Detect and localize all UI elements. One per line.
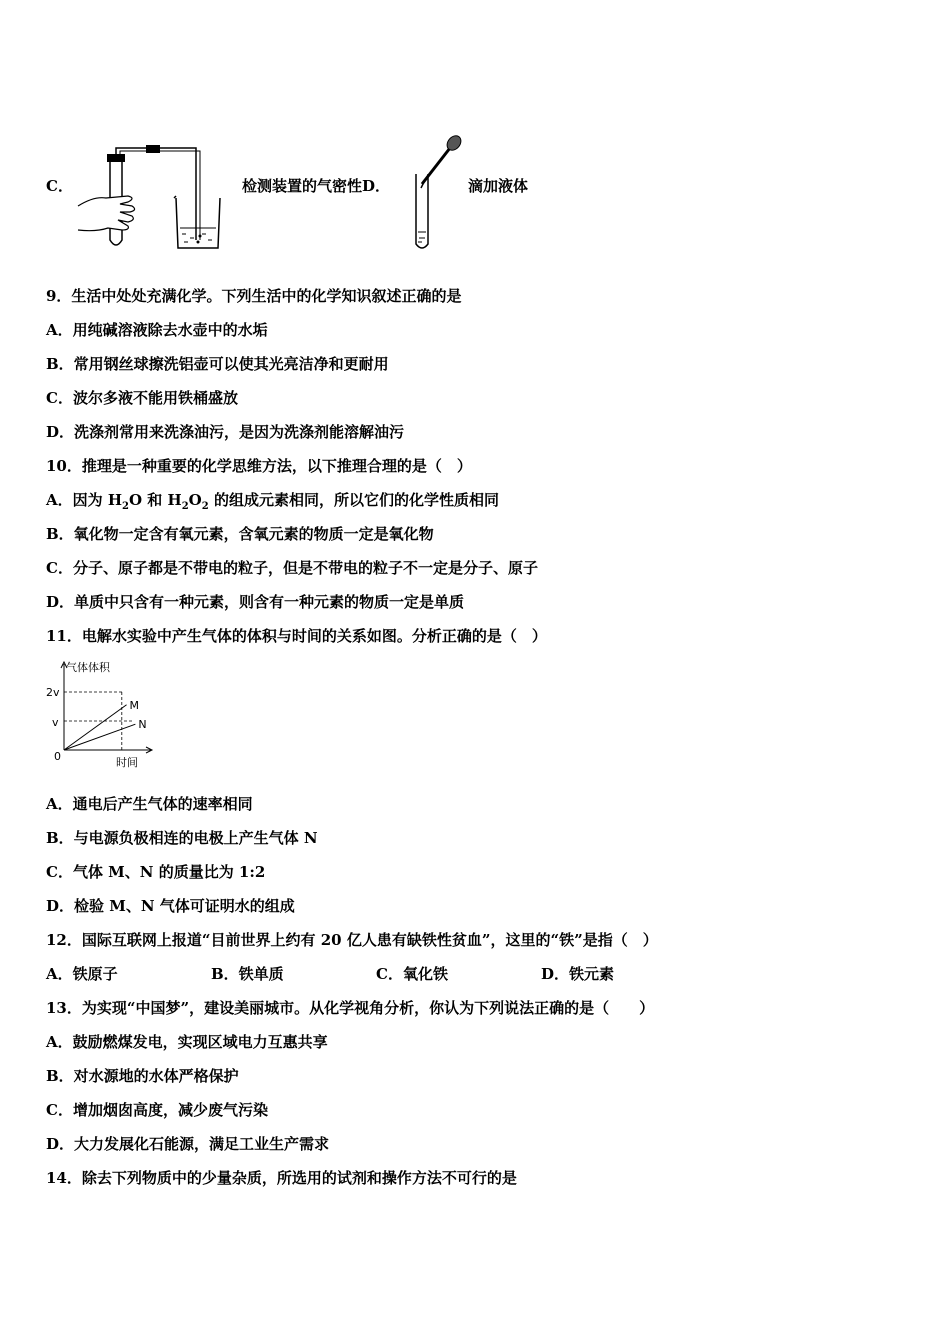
q9-stem: 9．生活中处处充满化学。下列生活中的化学知识叙述正确的是 <box>46 287 462 305</box>
q14-stem: 14．除去下列物质中的少量杂质，所选用的试剂和操作方法不可行的是 <box>46 1169 517 1187</box>
q12-stem: 12．国际互联网上报道“目前世界上约有 20 亿人患有缺铁性贫血”，这里的“铁”是指（ ） <box>46 931 658 949</box>
q10-a-part3: O <box>188 491 202 509</box>
q10-a-sub3: 2 <box>201 501 209 512</box>
q10-a-sub1: 2 <box>122 501 130 512</box>
q10-option-a[interactable] <box>46 490 499 517</box>
q10-a-part2: O 和 H <box>129 491 182 509</box>
chart-x-label: 时间 <box>116 756 138 769</box>
q11-option-d[interactable]: D．检验 M、N 气体可证明水的组成 <box>46 897 295 915</box>
chart-series-label-M: M <box>129 698 140 712</box>
chart-tick-v: v <box>52 716 59 729</box>
q13-option-c[interactable]: C．增加烟囱高度，减少废气污染 <box>46 1101 268 1119</box>
q10-option-b[interactable]: B．氧化物一定含有氧元素，含氧元素的物质一定是氧化物 <box>46 525 434 543</box>
chart-y-label: 气体体积 <box>66 661 110 674</box>
q13-stem: 13．为实现“中国梦”，建设美丽城市。从化学视角分析，你认为下列说法正确的是（ ） <box>46 999 655 1017</box>
q10-option-d[interactable]: D．单质中只含有一种元素，则含有一种元素的物质一定是单质 <box>46 593 465 611</box>
q9-option-c[interactable]: C．波尔多液不能用铁桶盛放 <box>46 389 238 407</box>
dropper-test-tube-figure <box>404 134 464 254</box>
chart-series-M <box>64 705 127 750</box>
q12-option-c[interactable]: C．氧化铁 <box>376 965 448 983</box>
chart-origin-label: 0 <box>54 750 61 763</box>
q11-stem: 11．电解水实验中产生气体的体积与时间的关系如图。分析正确的是（ ） <box>46 627 547 645</box>
airtightness-apparatus-figure <box>76 140 226 252</box>
q13-option-a[interactable]: A．鼓励燃煤发电，实现区域电力互惠共享 <box>46 1033 328 1051</box>
chart-series-label-N: N <box>138 718 147 732</box>
q9-option-a[interactable]: A．用纯碱溶液除去水壶中的水垢 <box>46 321 268 339</box>
q9-option-b[interactable]: B．常用钢丝球擦洗铝壶可以使其光亮洁净和更耐用 <box>46 355 389 373</box>
q13-option-d[interactable]: D．大力发展化石能源，满足工业生产需求 <box>46 1135 330 1153</box>
q12-option-b[interactable]: B．铁单质 <box>211 965 284 983</box>
q8-option-d-label: D． <box>362 177 391 195</box>
chart-series-N <box>64 724 135 750</box>
q8-option-c-label: C． <box>46 177 73 195</box>
q11-option-b[interactable]: B．与电源负极相连的电极上产生气体 N <box>46 829 318 847</box>
q12-options-row <box>46 964 614 984</box>
chart-tick-2v: 2v <box>46 686 60 699</box>
q10-a-part1: A．因为 H <box>46 491 123 509</box>
q9-option-d[interactable]: D．洗涤剂常用来洗涤油污，是因为洗涤剂能溶解油污 <box>46 423 405 441</box>
q10-a-part4: 的组成元素相同，所以它们的化学性质相同 <box>208 491 499 509</box>
q13-option-b[interactable]: B．对水源地的水体严格保护 <box>46 1067 239 1085</box>
q10-a-sub2: 2 <box>181 501 189 512</box>
q11-option-a[interactable]: A．通电后产生气体的速率相同 <box>46 795 253 813</box>
q11-option-c[interactable]: C．气体 M、N 的质量比为 1:2 <box>46 863 266 881</box>
q8-option-c-caption: 检测装置的气密性 <box>242 177 363 195</box>
q8-option-d-text: 滴加液体 <box>468 177 529 195</box>
q10-stem: 10．推理是一种重要的化学思维方法，以下推理合理的是（ ） <box>46 457 472 475</box>
q8-option-c-text <box>242 176 390 196</box>
q12-option-a[interactable]: A．铁原子 <box>46 965 118 983</box>
electrolysis-volume-chart <box>44 658 164 774</box>
q12-option-d[interactable]: D．铁元素 <box>541 965 615 983</box>
q10-option-c[interactable]: C．分子、原子都是不带电的粒子，但是不带电的粒子不一定是分子、原子 <box>46 559 538 577</box>
